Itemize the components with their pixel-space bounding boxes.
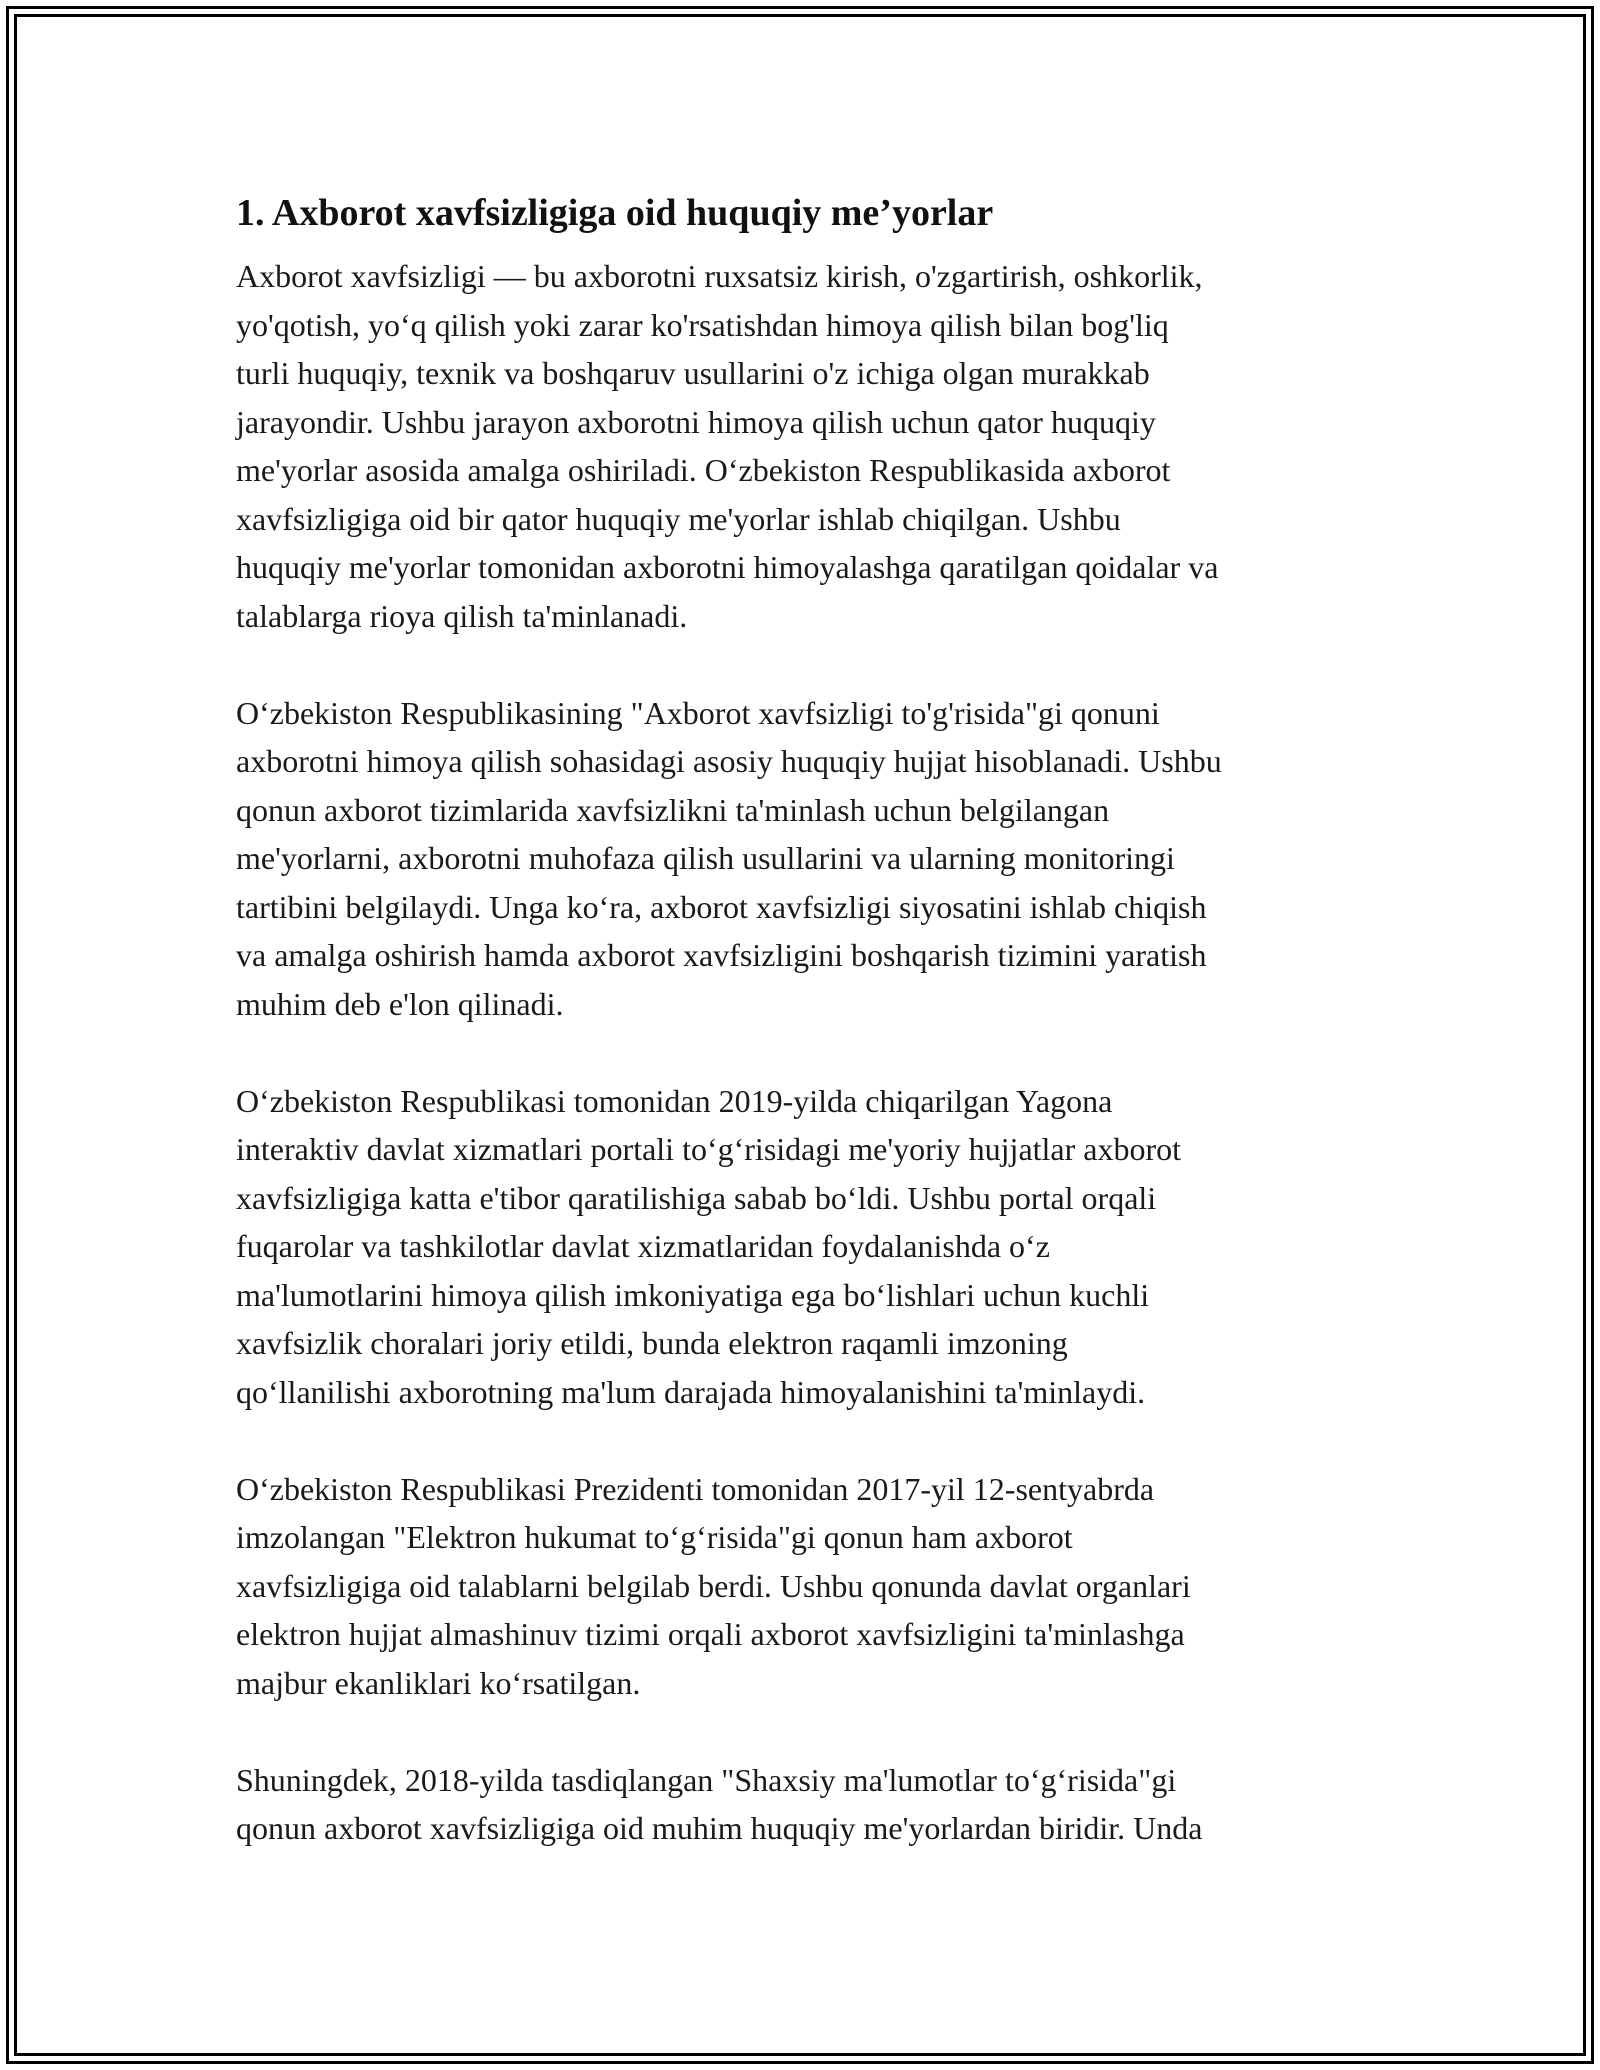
text-line: qonun axborot xavfsizligiga oid muhim huquqiy me'yorlardan biridir. Unda: [236, 1810, 1203, 1846]
text-line: muhim deb e'lon qilinadi.: [236, 985, 564, 1022]
paragraph-personal-data-law: [236, 1756, 1376, 1853]
text-line: xavfsizligiga oid bir qator huquqiy me'yorlar ishlab chiqilgan. Ushbu: [236, 500, 1121, 537]
text-line: me'yorlarni, axborotni muhofaza qilish usullarini va ularning monitoringi: [236, 840, 1175, 876]
text-line: qonun axborot tizimlarida xavfsizlikni ta'minlash uchun belgilangan: [236, 791, 1110, 828]
document-body: [236, 188, 1376, 1901]
text-line: Shuningdek, 2018-yilda tasdiqlangan "Shaxsiy ma'lumotlar to‘g‘risida"gi: [236, 1761, 1177, 1798]
text-line: elektron hujjat almashinuv tizimi orqali axborot xavfsizligini ta'minlashga: [236, 1616, 1185, 1652]
text-line: jarayondir. Ushbu jarayon axborotni himoya qilish uchun qator huquqiy: [236, 403, 1156, 440]
paragraph-e-government-law: [236, 1465, 1376, 1708]
text-line: qo‘llanilishi axborotning ma'lum darajada himoyalanishini ta'minlaydi.: [236, 1373, 1146, 1410]
paragraph-security-law: [236, 689, 1376, 1029]
text-line: va amalga oshirish hamda axborot xavfsizligini boshqarish tizimini yaratish: [236, 937, 1207, 973]
text-line: O‘zbekiston Respublikasining "Axborot xavfsizligi to'g'risida"gi qonuni: [236, 694, 1160, 731]
paragraph-definition: [236, 252, 1376, 640]
text-line: xavfsizligiga katta e'tibor qaratilishiga sabab bo‘ldi. Ushbu portal orqali: [236, 1179, 1157, 1216]
text-line: majbur ekanliklari ko‘rsatilgan.: [236, 1664, 641, 1701]
text-line: interaktiv davlat xizmatlari portali to‘g‘risidagi me'yoriy hujjatlar axborot: [236, 1131, 1182, 1167]
text-line: turli huquqiy, texnik va boshqaruv usullarini o'z ichiga olgan murakkab: [236, 355, 1150, 391]
text-line: me'yorlar asosida amalga oshiriladi. O‘zbekiston Respublikasida axborot: [236, 452, 1171, 488]
text-line: huquqiy me'yorlar tomonidan axborotni himoyalashga qaratilgan qoidalar va: [236, 549, 1219, 585]
text-line: talablarga rioya qilish ta'minlanadi.: [236, 597, 688, 634]
text-line: Axborot xavfsizligi — bu axborotni ruxsatsiz kirish, o'zgartirish, oshkorlik,: [236, 258, 1203, 294]
text-line: ma'lumotlarini himoya qilish imkoniyatiga ega bo‘lishlari uchun kuchli: [236, 1276, 1150, 1313]
text-line: xavfsizligiga oid talablarni belgilab berdi. Ushbu qonunda davlat organlari: [236, 1567, 1191, 1604]
text-line: O‘zbekiston Respublikasi tomonidan 2019-yilda chiqarilgan Yagona: [236, 1082, 1113, 1119]
text-line: imzolangan "Elektron hukumat to‘g‘risida"gi qonun ham axborot: [236, 1519, 1073, 1555]
paragraph-government-portal: [236, 1077, 1376, 1417]
text-line: tartibini belgilaydi. Unga ko‘ra, axborot xavfsizligi siyosatini ishlab chiqish: [236, 888, 1207, 925]
text-line: yo'qotish, yo‘q qilish yoki zarar ko'rsatishdan himoya qilish bilan bog'liq: [236, 306, 1169, 343]
text-line: O‘zbekiston Respublikasi Prezidenti tomonidan 2017-yil 12-sentyabrda: [236, 1470, 1155, 1507]
text-line: axborotni himoya qilish sohasidagi asosiy huquqiy hujjat hisoblanadi. Ushbu: [236, 743, 1222, 779]
text-line: fuqarolar va tashkilotlar davlat xizmatlaridan foydalanishda o‘z: [236, 1228, 1050, 1264]
section-heading: 1. Axborot xavfsizligiga oid huquqiy me’yorlar: [236, 192, 994, 234]
text-line: xavfsizlik choralari joriy etildi, bunda elektron raqamli imzoning: [236, 1325, 1068, 1361]
